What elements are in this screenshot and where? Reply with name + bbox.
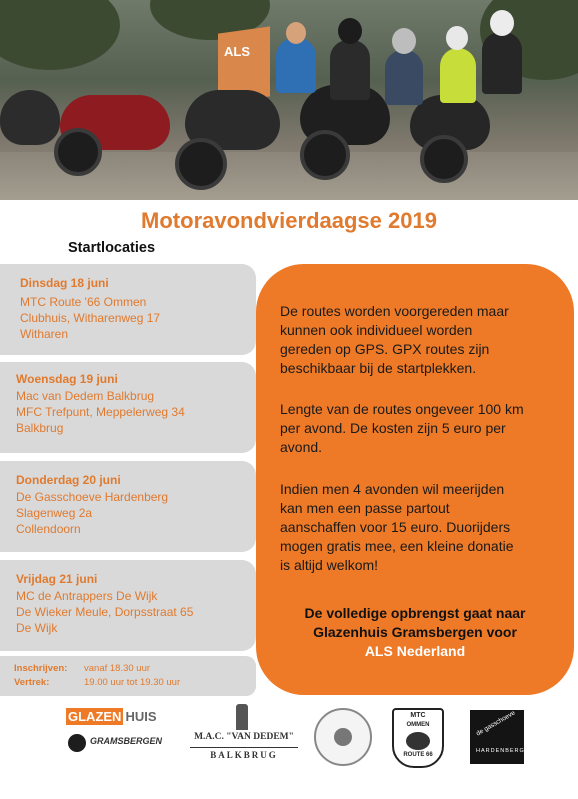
location-line: De Gasschoeve Hardenberg — [16, 490, 169, 504]
location-day: Dinsdag 18 juni — [20, 276, 109, 290]
monument-icon — [236, 704, 248, 730]
gasschoeve-logo: de gasschoeve HARDENBERG — [470, 710, 524, 764]
location-card-wednesday — [0, 362, 256, 453]
departure-value: 19.00 uur tot 19.30 uur — [84, 677, 181, 688]
info-paragraph-proceeds: De volledige opbrengst gaat naar Glazenhuis Gramsbergen voor ALS Nederland — [304, 605, 526, 659]
skull-icon — [406, 732, 430, 750]
location-line: Clubhuis, Witharenweg 17 — [20, 311, 161, 325]
location-day: Donderdag 20 juni — [16, 473, 121, 487]
departure-label: Vertrek: — [14, 677, 50, 688]
info-paragraph-length: Lengte van de routes ongeveer 100 km per avond. De kosten zijn 5 euro per avond. — [280, 401, 524, 455]
location-line: Witharen — [20, 327, 69, 341]
mac-van-dedem-logo: M.A.C. "VAN DEDEM" BALKBRUG — [190, 704, 298, 766]
als-highlight: ALS Nederland — [364, 643, 466, 659]
route66-logo: MTC OMMEN ROUTE 66 — [392, 708, 444, 768]
antrappers-logo-icon — [314, 708, 372, 766]
info-panel — [256, 264, 574, 695]
times-box — [0, 656, 256, 696]
location-line: Balkbrug — [16, 421, 64, 435]
location-day: Vrijdag 21 juni — [16, 572, 98, 586]
banner-text: ALS — [224, 44, 250, 59]
section-subtitle: Startlocaties — [68, 240, 156, 256]
location-line: Slagenweg 2a — [16, 506, 93, 520]
location-card-friday — [0, 560, 256, 651]
header-photo-motorcyclists — [0, 0, 578, 200]
info-paragraph-routes: De routes worden voorgereden maar kunnen ook individueel worden gereden op GPS. GPX routes zijn beschikbaar bij de startplekken. — [280, 303, 509, 376]
page-title: Motoravondvierdaagse 2019 — [141, 208, 437, 233]
location-card-thursday — [0, 461, 256, 552]
location-card-tuesday — [0, 264, 256, 355]
location-line: MFC Trefpunt, Meppelerweg 34 — [16, 405, 185, 419]
location-line: MC de Antrappers De Wijk — [16, 589, 158, 603]
registration-label: Inschrijven: — [14, 663, 68, 674]
location-line: MTC Route '66 Ommen — [20, 295, 147, 309]
info-paragraph-passe-partout: Indien men 4 avonden wil meerijden kan men een passe partout aanschaffen voor 15 euro. Duorijders mogen gratis mee, een kleine donatie is altijd welkom! — [280, 481, 514, 573]
registration-value: vanaf 18.30 uur — [84, 663, 151, 674]
location-day: Woensdag 19 juni — [16, 372, 118, 386]
glazenhuis-emblem-icon — [68, 734, 86, 752]
location-line: Mac van Dedem Balkbrug — [16, 389, 155, 403]
location-line: De Wijk — [16, 621, 58, 635]
glazenhuis-logo: GLAZEN HUIS GRAMSBERGEN — [66, 708, 172, 762]
location-line: De Wieker Meule, Dorpsstraat 65 — [16, 605, 194, 619]
location-line: Collendoorn — [16, 522, 81, 536]
